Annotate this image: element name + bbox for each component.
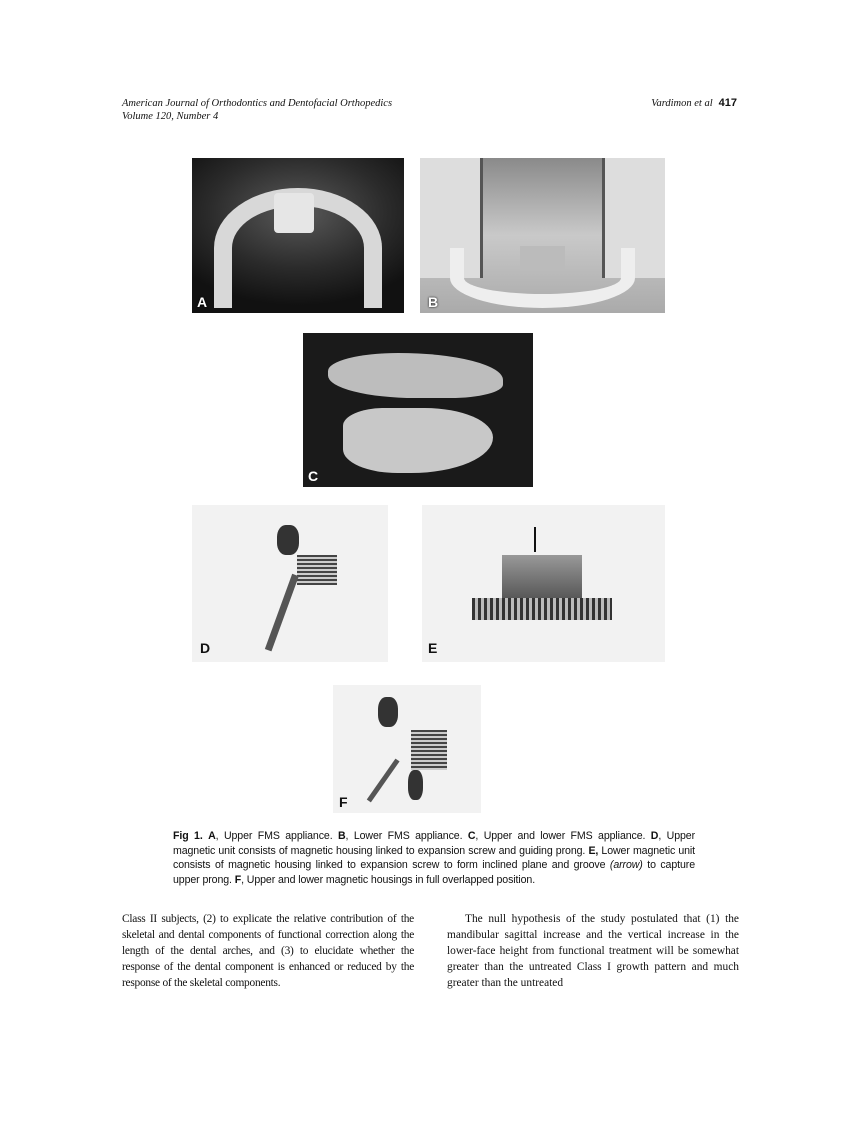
caption-text: Lower magnetic unit consists of magnetic housing linked to expansion screw to form inclined plane and groove xyxy=(173,844,696,872)
caption-panel-ref: A xyxy=(208,830,216,842)
caption-text: , Lower FMS appliance. xyxy=(345,830,468,842)
figure-panel-a xyxy=(192,158,404,313)
caption-label: Fig 1. xyxy=(173,830,203,842)
figure-panel-b xyxy=(420,158,665,313)
figure-panel-d xyxy=(192,505,388,662)
caption-text: , Upper and lower magnetic housings in full overlapped position. xyxy=(241,873,536,886)
caption-panel-ref: C xyxy=(467,830,476,842)
page-number: 417 xyxy=(718,97,737,109)
journal-volume: Volume 120, Number 4 xyxy=(122,111,219,122)
caption-italic: (arrow) xyxy=(609,859,643,872)
panel-label-c: C xyxy=(308,468,319,484)
figure-caption xyxy=(173,829,695,887)
caption-text: to capture upper prong. xyxy=(173,859,695,886)
caption-text: , Upper and lower FMS appliance. xyxy=(475,830,651,842)
caption-panel-ref: E, xyxy=(588,844,599,857)
journal-title: American Journal of Orthodontics and Dentofacial Orthopedics xyxy=(122,98,393,109)
panel-label-e: E xyxy=(428,640,438,656)
caption-panel-ref: B xyxy=(337,830,346,842)
figure-panel-f xyxy=(333,685,481,813)
body-column-left: Class II subjects, (2) to explicate the relative contribution of the skeletal and dental components of functional correction along the length of the dental arches, and (3) to elucidate whether the response of the dental component is enhanced or reduced by the response of the skeletal components. xyxy=(122,913,414,989)
panel-label-a: A xyxy=(197,294,208,310)
caption-panel-ref: D xyxy=(650,830,659,842)
panel-label-b: B xyxy=(428,294,439,310)
caption-text: , Upper FMS appliance. xyxy=(215,830,338,842)
body-column-right: The null hypothesis of the study postulated that (1) the mandibular sagittal increase and the vertical increase in the lower-face height from functional treatment will be somewhat greater than the untreated Class I growth pattern and much greater than the untreated xyxy=(447,913,739,989)
panel-label-f: F xyxy=(339,794,348,810)
caption-panel-ref: F xyxy=(234,873,242,886)
running-header-left xyxy=(122,97,392,123)
figure-panel-e xyxy=(422,505,665,662)
authors: Vardimon et al xyxy=(651,98,713,109)
figure-panel-c xyxy=(303,333,533,487)
caption-text: , Upper magnetic unit consists of magnetic housing linked to expansion screw and guiding prong. xyxy=(173,830,695,857)
panel-label-d: D xyxy=(200,640,211,656)
running-header-right xyxy=(651,97,737,110)
